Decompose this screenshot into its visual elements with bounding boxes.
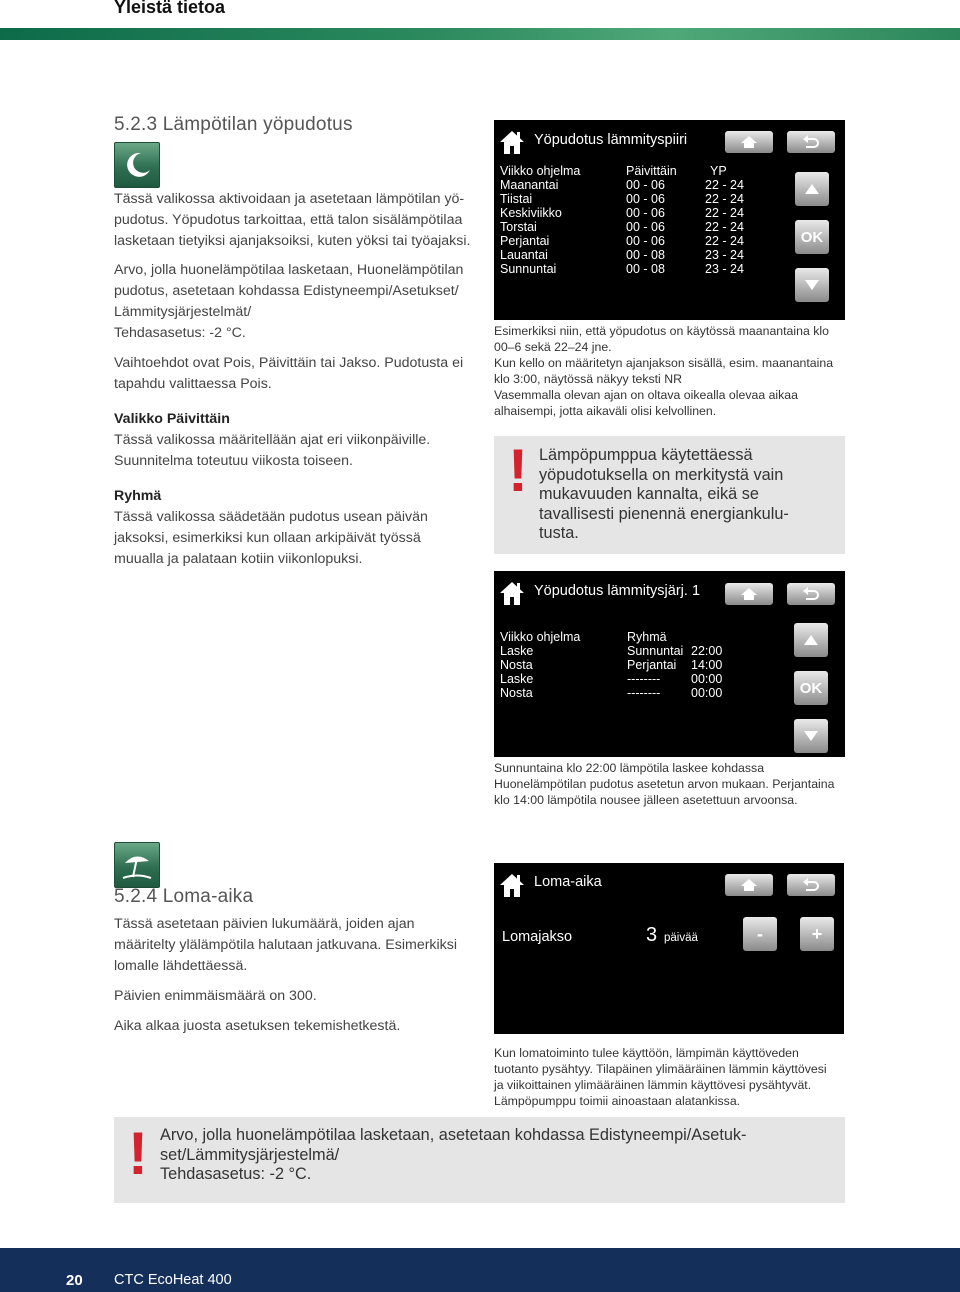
increase-button[interactable]: + bbox=[800, 917, 834, 951]
page-number: 20 bbox=[66, 1272, 83, 1289]
beach-umbrella-icon bbox=[114, 842, 160, 888]
screen-holiday bbox=[494, 863, 844, 1034]
ok-button[interactable]: OK bbox=[795, 220, 829, 254]
warning-mark: ! bbox=[128, 1120, 148, 1187]
section-title-holiday: 5.2.4 Loma-aika bbox=[114, 886, 254, 907]
holiday-paragraph: Tässä asetetaan päivien lukumäärä, joiden ajan määritelty ylälämpötila halutaan jatkuvana. Esimerkiksi lomalle lähdettäessä. bbox=[114, 916, 458, 974]
warning-box-factory-setting bbox=[114, 1117, 845, 1203]
options-paragraph: Vaihtoehdot ovat Pois, Päivittäin tai Jakso. Pudotusta ei tapahdu valittaessa Pois. bbox=[114, 355, 464, 392]
warning-text: Arvo, jolla huonelämpötilaa lasketaan, asetetaan kohdassa Edistyneempi/Asetuk- set/Lämmitysjärjestelmä/ Tehdasasetus: -2 °C. bbox=[160, 1126, 747, 1183]
back-button[interactable] bbox=[787, 583, 835, 605]
decrease-button[interactable]: - bbox=[743, 917, 777, 951]
up-button[interactable] bbox=[795, 172, 829, 206]
home-icon[interactable] bbox=[498, 579, 526, 607]
screen1-caption: Esimerkiksi niin, että yöpudotus on käytössä maanantaina klo 00–6 sekä 22–24 jne. Kun kello on määritetyn ajanjakson sisällä, esim. maanantaina klo 3:00, näytössä näkyy teksti NR Vasemmalla olevan ajan on oltava oikealla olevaa aikaa alhaisempi, jotta aikaväli olisi kelvollinen. bbox=[494, 324, 834, 418]
screen2-caption: Sunnuntaina klo 22:00 lämpötila laskee kohdassa Huonelämpötilan pudotus asetetun arvon mukaan. Perjantaina klo 14:00 lämpötila nousee jälleen asetettuun arvoonsa. bbox=[494, 761, 835, 807]
back-button[interactable] bbox=[787, 131, 835, 153]
daily-paragraph: Tässä valikossa määritellään ajat eri viikonpäiville. Suunnitelma toteutuu viikosta toiseen. bbox=[114, 432, 431, 469]
back-button[interactable] bbox=[787, 874, 835, 896]
start-time-paragraph: Aika alkaa juosta asetuksen tekemishetkestä. bbox=[114, 1018, 401, 1034]
holiday-days-unit: päivää bbox=[664, 932, 698, 944]
home-icon[interactable] bbox=[498, 128, 526, 156]
warning-box-comfort bbox=[494, 436, 845, 554]
screen-night-setback-daily: Yöpudotus lämmityspiiri OK Viikko ohjelma Päivittäin YP Maanantai 00 - 06 22 - 24 Tiistai 00 - 06 22 - 24 Keskiviikko 00 - 06 22 - 24 Torstai 00 - 06 22 - 24 Perjantai 00 - 06 22 - 24 Lauantai 00 - 08 23 - 24 Sunnuntai 00 - 08 23 - 24 bbox=[494, 120, 845, 320]
product-name: CTC EcoHeat 400 bbox=[114, 1272, 232, 1288]
down-button[interactable] bbox=[795, 268, 829, 302]
intro-paragraph: Tässä valikossa aktivoidaan ja asetetaan lämpötilan yö- pudotus. Yöpudotus tarkoittaa, että talon sisälämpötilaa lasketaan tietyiksi ajanjaksoiksi, kuten yöksi tai työajaksi. bbox=[114, 191, 471, 249]
up-button[interactable] bbox=[794, 623, 828, 657]
home-button[interactable] bbox=[725, 583, 773, 605]
page-header-title: Yleistä tietoa bbox=[114, 0, 226, 17]
moon-icon bbox=[114, 142, 160, 188]
home-icon[interactable] bbox=[498, 871, 526, 899]
home-button[interactable] bbox=[725, 131, 773, 153]
ok-button[interactable]: OK bbox=[794, 671, 828, 705]
screen3-caption: Kun lomatoiminto tulee käyttöön, lämpimän käyttöveden tuotanto pysähtyy. Tilapäinen ylimääräinen lämmin käyttövesi ja viikoittainen ylimääräinen lämmin käyttövesi pysähtyvät. Lämpöpumppu toimii ainoastaan alatankissa. bbox=[494, 1046, 827, 1108]
screen-title: Yöpudotus lämmityspiiri bbox=[534, 132, 688, 148]
home-button[interactable] bbox=[725, 874, 773, 896]
screen-title: Yöpudotus lämmitysjärj. 1 bbox=[534, 583, 701, 599]
header-bar bbox=[0, 28, 960, 40]
down-button[interactable] bbox=[794, 719, 828, 753]
screen-title: Loma-aika bbox=[534, 874, 602, 890]
screen-night-setback-group: Yöpudotus lämmitysjärj. 1 OK Viikko ohjelma Ryhmä Laske Sunnuntai 22:00 Nosta Perjantai 14:00 Laske -------- 00:00 Nosta -------- 00:00 bbox=[494, 571, 845, 757]
warning-mark: ! bbox=[508, 437, 528, 504]
section-title-night-setback: 5.2.3 Lämpötilan yöpudotus bbox=[114, 114, 353, 135]
daily-heading: Valikko Päivittäin bbox=[114, 411, 230, 427]
group-heading: Ryhmä bbox=[114, 488, 162, 504]
warning-text: Lämpöpumppua käytettäessä yöpudotuksella on merkitystä vain mukavuuden kannalta, eikä se tavallisesti pienennä energiankulu- tusta. bbox=[539, 446, 789, 542]
footer-bar bbox=[0, 1248, 960, 1292]
group-paragraph: Tässä valikossa säädetään pudotus usean päivän jaksoksi, esimerkiksi kun ollaan arkipäivät työssä muualla ja palataan kotiin viikonlopuksi. bbox=[114, 509, 428, 567]
holiday-period-label: Lomajakso bbox=[502, 929, 573, 945]
setback-value-paragraph: Arvo, jolla huonelämpötilaa lasketaan, Huonelämpötilan pudotus, asetetaan kohdassa Edistyneempi/Asetukset/ Lämmitysjärjestelmät/ Tehdasasetus: -2 °C. bbox=[114, 262, 464, 341]
holiday-days-value: 3 bbox=[646, 924, 658, 946]
max-days-paragraph: Päivien enimmäismäärä on 300. bbox=[114, 988, 317, 1004]
